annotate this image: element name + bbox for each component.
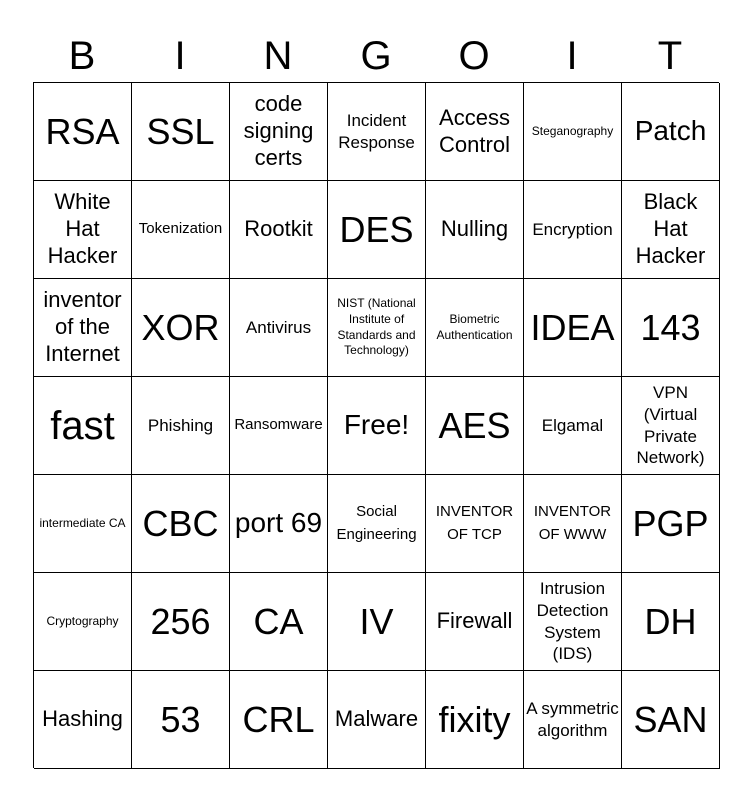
header-letter-g: G	[360, 34, 392, 78]
bingo-cell[interactable]: Patch	[622, 83, 720, 181]
bingo-cell[interactable]: Encryption	[524, 181, 622, 279]
bingo-cell[interactable]: fast	[34, 377, 132, 475]
bingo-cell[interactable]: 256	[132, 573, 230, 671]
bingo-cell[interactable]: Steganography	[524, 83, 622, 181]
bingo-cell[interactable]: SAN	[622, 671, 720, 769]
bingo-cell[interactable]: White Hat Hacker	[34, 181, 132, 279]
bingo-cell[interactable]: Nulling	[426, 181, 524, 279]
header-letter-i: I	[174, 34, 186, 78]
bingo-cell[interactable]: INVENTOR OF WWW	[524, 475, 622, 573]
bingo-cell[interactable]: Biometric Authentication	[426, 279, 524, 377]
bingo-cell[interactable]: Intrusion Detection System (IDS)	[524, 573, 622, 671]
header-letter-n: N	[263, 34, 293, 78]
bingo-cell[interactable]: Elgamal	[524, 377, 622, 475]
bingo-cell[interactable]: PGP	[622, 475, 720, 573]
bingo-cell[interactable]: 143	[622, 279, 720, 377]
bingo-cell[interactable]: port 69	[230, 475, 328, 573]
bingo-cell[interactable]: intermediate CA	[34, 475, 132, 573]
bingo-cell[interactable]: Cryptography	[34, 573, 132, 671]
header-letter-i2: I	[566, 34, 578, 78]
bingo-cell[interactable]: Access Control	[426, 83, 524, 181]
header-letter-o: O	[458, 34, 490, 78]
bingo-cell[interactable]: Social Engineering	[328, 475, 426, 573]
bingo-cell[interactable]: inventor of the Internet	[34, 279, 132, 377]
bingo-cell[interactable]: IV	[328, 573, 426, 671]
header-letter-b: B	[68, 34, 96, 78]
bingo-cell[interactable]: SSL	[132, 83, 230, 181]
bingo-cell[interactable]: Black Hat Hacker	[622, 181, 720, 279]
bingo-cell[interactable]: DES	[328, 181, 426, 279]
bingo-board	[33, 82, 719, 768]
bingo-cell[interactable]: A symmetric algorithm	[524, 671, 622, 769]
bingo-cell[interactable]: INVENTOR OF TCP	[426, 475, 524, 573]
bingo-cell[interactable]: Phishing	[132, 377, 230, 475]
bingo-cell[interactable]: CA	[230, 573, 328, 671]
bingo-cell[interactable]: XOR	[132, 279, 230, 377]
bingo-cell[interactable]: Firewall	[426, 573, 524, 671]
bingo-cell[interactable]: AES	[426, 377, 524, 475]
bingo-cell[interactable]: RSA	[34, 83, 132, 181]
bingo-cell[interactable]: 53	[132, 671, 230, 769]
bingo-cell[interactable]: Ransomware	[230, 377, 328, 475]
bingo-cell[interactable]: code signing certs	[230, 83, 328, 181]
bingo-cell[interactable]: Rootkit	[230, 181, 328, 279]
bingo-cell[interactable]: CBC	[132, 475, 230, 573]
bingo-cell[interactable]: IDEA	[524, 279, 622, 377]
bingo-cell[interactable]: Malware	[328, 671, 426, 769]
bingo-cell[interactable]: CRL	[230, 671, 328, 769]
bingo-cell[interactable]: Hashing	[34, 671, 132, 769]
header-letter-t: T	[657, 34, 683, 78]
bingo-cell[interactable]: Antivirus	[230, 279, 328, 377]
bingo-header	[33, 30, 719, 82]
bingo-cell[interactable]: VPN (Virtual Private Network)	[622, 377, 720, 475]
bingo-cell[interactable]: DH	[622, 573, 720, 671]
free-space-cell[interactable]: Free!	[328, 377, 426, 475]
bingo-cell[interactable]: fixity	[426, 671, 524, 769]
bingo-cell[interactable]: Tokenization	[132, 181, 230, 279]
bingo-cell[interactable]: NIST (National Institute of Standards and Technology)	[328, 279, 426, 377]
bingo-cell[interactable]: Incident Response	[328, 83, 426, 181]
